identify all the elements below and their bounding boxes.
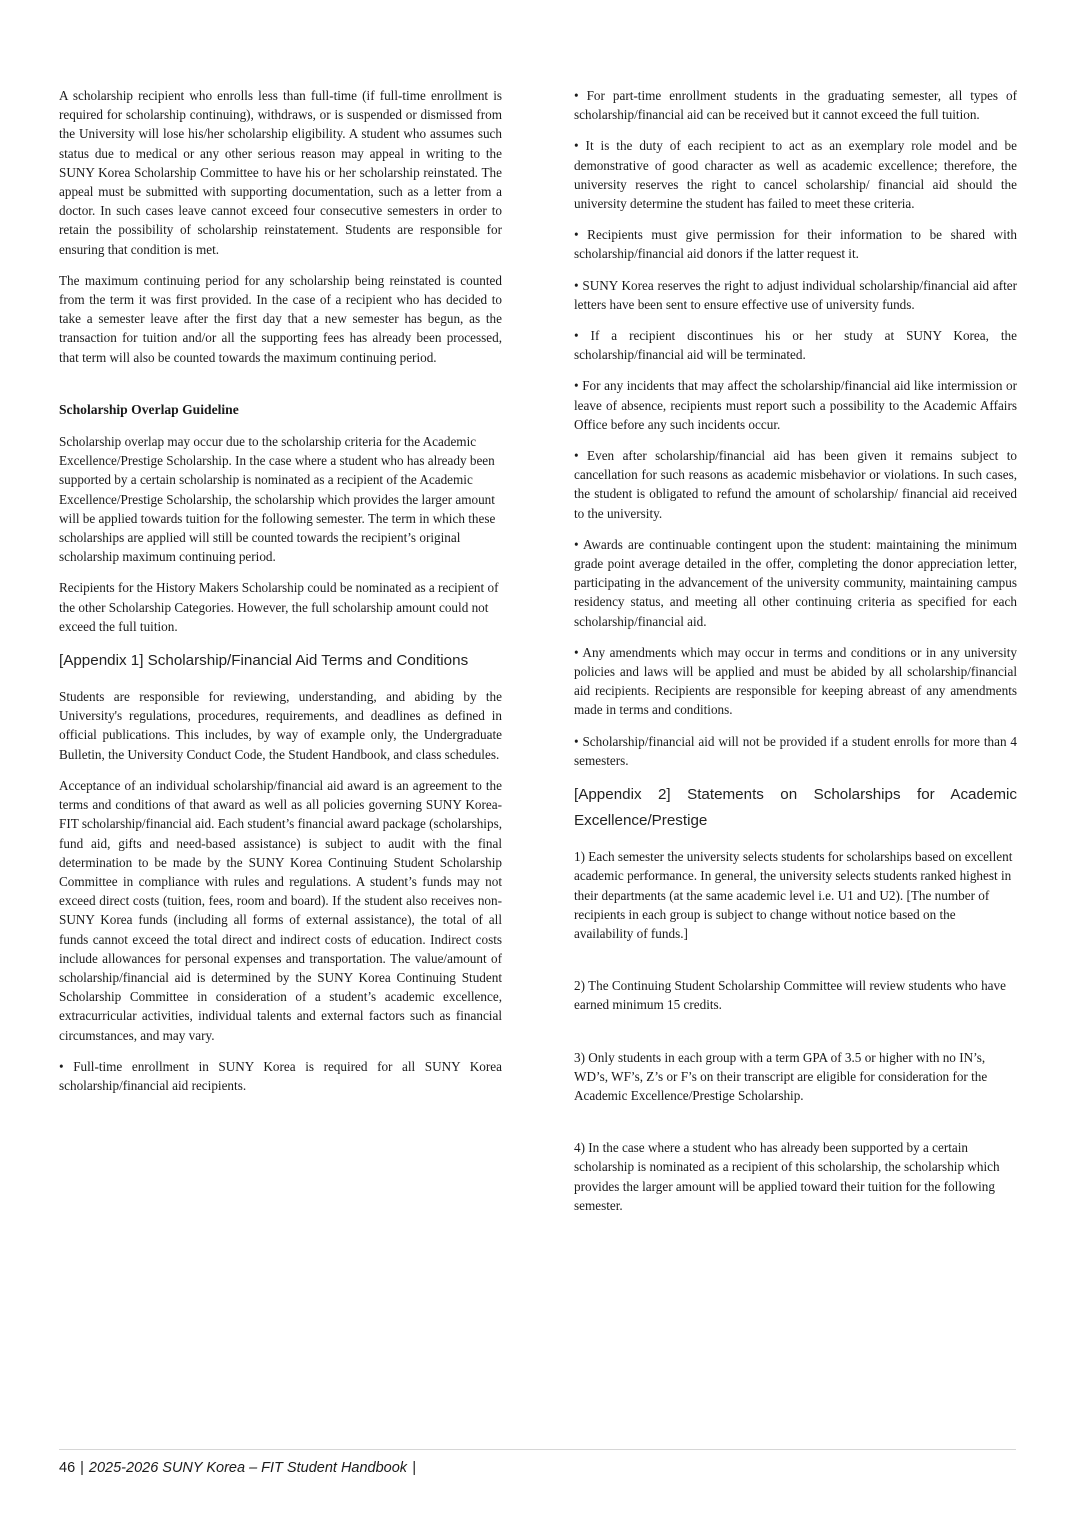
- bullet-information-permission: • Recipients must give permission for their information to be shared with scholarship/financial aid donors if the latter request it.: [574, 227, 1017, 262]
- paragraph-acceptance-of-award: Acceptance of an individual scholarship/financial aid award is an agreement to the terms and conditions of that award as well as all policies governing SUNY Korea-FIT scholarship/financial aid. Each student’s financial award package (scholarships, fund aid, gifts and need-based assistance) is subject to audit with the final determination to be made by the SUNY Korea Continuing Student Scholarship Committee in compliance with rules and regulations. A student’s funds may not exceed direct costs (tuition, fees, room and board). If the student also receives non-SUNY Korea funds (including all forms of external assistance), the total of all funds cannot exceed the total direct and indirect costs of education. Indirect costs include allowances for personal expenses and transportation. The value/amount of scholarship/financial aid is determined by the SUNY Korea Continuing Student Scholarship Committee in consideration of a student’s academic excellence, extracurricular activities, individual talents and external factors such as financial circumstances, and may vary.: [59, 777, 502, 1043]
- right-column: [574, 86, 1017, 1227]
- blank-line: [574, 1027, 1017, 1048]
- bullet-four-semesters: • Scholarship/financial aid will not be provided if a student enrolls for more than 4 semesters.: [574, 733, 1017, 768]
- two-column-layout: [59, 86, 1016, 1227]
- paragraph-students-responsible: Students are responsible for reviewing, understanding, and abiding by the University's regulations, procedures, requirements, and deadlines as defined in official publications. This includes, by way of example only, the Undergraduate Bulletin, the University Conduct Code, the Student Handbook, and class schedules.: [59, 689, 502, 762]
- footer-trailing-divider: |: [412, 1460, 416, 1476]
- bullet-exemplary-role-model: • It is the duty of each recipient to act as an exemplary role model and be demonstrative of good character as well as academic excellence; therefore, the university reserves the right to cancel scholarship/ financial aid should the university determine the student has failed to meet these criteria.: [574, 138, 1017, 212]
- heading-appendix-2: [Appendix 2] Statements on Scholarships for Academic Excellence/Prestige: [574, 786, 1017, 830]
- bullet-full-time-enrollment: • Full-time enrollment in SUNY Korea is required for all SUNY Korea scholarship/financial aid recipients.: [59, 1058, 502, 1093]
- numbered-item-2: 2) The Continuing Student Scholarship Committee will review students who have earned minimum 15 credits.: [574, 978, 1006, 1013]
- footer-page-number: 46: [59, 1460, 76, 1476]
- paragraph-scholarship-overlap: Scholarship overlap may occur due to the scholarship criteria for the Academic Excellence/Prestige Scholarship. In the case where a student who has already been supported by a certain scholarship is nominated as a recipient of the Academic Excellence/Prestige Scholarship, the scholarship which provides the larger amount will be applied towards tuition for the following semester. The term in which these scholarships are applied will still be counted towards the recipient’s original scholarship maximum continuing period.: [59, 434, 496, 565]
- heading-appendix-1: [Appendix 1] Scholarship/Financial Aid Terms and Conditions: [59, 652, 469, 670]
- heading-scholarship-overlap-guideline: Scholarship Overlap Guideline: [59, 401, 239, 417]
- paragraph-maximum-continuing-period: The maximum continuing period for any scholarship being reinstated is counted from the term it was first provided. In the case of a recipient who has decided to take a semester leave after the first day that a new semester has begun, as the transaction for tuition and/or all the supporting fees has already been processed, that term will also be counted towards the maximum continuing period.: [59, 272, 502, 365]
- paragraph-history-makers: Recipients for the History Makers Scholarship could be nominated as a recipient of the other Scholarship Categories. However, the full scholarship amount could not exceed the full tuition.: [59, 580, 499, 634]
- bullet-cancellation-refund: • Even after scholarship/financial aid has been given it remains subject to cancellation for such reasons as academic misbehavior or violations. In such cases, the student is obligated to refund the amount of scholarship/ financial aid received to the university.: [574, 448, 1017, 521]
- bullet-awards-continuable: • Awards are continuable contingent upon the student: maintaining the minimum grade point average detailed in the offer, completing the donor appreciation letter, participating in the advancement of the university community, maintaining campus residency status, and meeting all other continuing criteria as specified for each scholarship/financial aid.: [574, 536, 1017, 629]
- blank-line: [59, 379, 502, 400]
- document-page: [59, 86, 1016, 1227]
- left-column: [59, 86, 502, 1227]
- paragraph-scholarship-eligibility: A scholarship recipient who enrolls less than full-time (if full-time enrollment is required for scholarship continuing), withdraws, or is suspended or dismissed from the University will lose his/her scholarship eligibility. A student who assumes such status due to medical or any other serious reason may appeal in writing to the SUNY Korea Scholarship Committee to have his or her scholarship reinstated. The appeal must be submitted with supporting documentation, such as a letter from a doctor. In such cases leave cannot exceed four consecutive semesters in order to retain the possibility of scholarship reinstatement. Students are responsible for ensuring that condition is met.: [59, 88, 502, 257]
- blank-line: [574, 955, 1017, 976]
- footer-book-title: 2025-2026 SUNY Korea – FIT Student Handbook: [88, 1460, 408, 1476]
- bullet-amendments: • Any amendments which may occur in terms and conditions or in any university policies and laws will be applied and must be abided by all scholarship/financial aid recipients. Recipients are responsible for keeping abreast of any amendments made in terms and conditions.: [574, 644, 1017, 718]
- bullet-part-time-enrollment: • For part-time enrollment students in the graduating semester, all types of scholarship/financial aid can be received but it cannot exceed the full tuition.: [574, 88, 1017, 123]
- blank-line: [574, 1117, 1017, 1138]
- footer-divider: |: [80, 1460, 84, 1476]
- bullet-adjust-individual-aid: • SUNY Korea reserves the right to adjust individual scholarship/financial aid after letters have been sent to ensure effective use of university funds.: [574, 277, 1017, 312]
- page-footer: [59, 1449, 1016, 1476]
- bullet-discontinues-study: • If a recipient discontinues his or her study at SUNY Korea, the scholarship/financial aid will be terminated.: [574, 328, 1017, 363]
- numbered-item-3: 3) Only students in each group with a term GPA of 3.5 or higher with no IN’s, WD’s, WF’s, Z’s or F’s on their transcript are eligible for consideration for the Academic Excellence/Prestige Scholarship.: [574, 1049, 988, 1103]
- numbered-item-1: 1) Each semester the university selects students for scholarships based on excellent academic performance. In general, the university selects students ranked highest in their departments (at the same academic level i.e. U1 and U2). [The number of recipients in each group is subject to change without notice based on the availability of funds.]: [574, 849, 1013, 941]
- numbered-item-4: 4) In the case where a student who has already been supported by a certain scholarship is nominated as a recipient of this scholarship, the scholarship which provides the larger amount will be applied toward their tuition for the following semester.: [574, 1140, 1000, 1213]
- bullet-incidents-report: • For any incidents that may affect the scholarship/financial aid like intermission or leave of absence, recipients must report such a possibility to the Academic Affairs Office before any such incidents occur.: [574, 378, 1017, 432]
